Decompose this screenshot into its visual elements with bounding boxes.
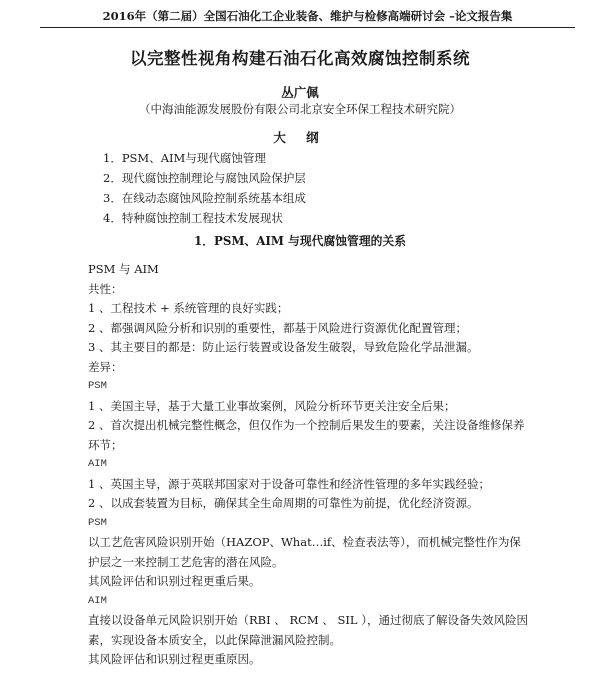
outline-item: 1．PSM、AIM与现代腐蚀管理 — [103, 151, 266, 165]
common-item: 1 、工程技术 + 系统管理的良好实践； — [88, 301, 289, 315]
aim-paragraph: 直接以设备单元风险识别开始（RBI 、 RCM 、 SIL ），通过彻底了解设备失效风险因素，实现设备本质安全，以此保障泄漏风险控制。 — [88, 613, 528, 647]
psm-item: 1 、美国主导，基于大量工业事故案例，风险分析环节更关注安全后果； — [88, 398, 456, 413]
section-title: 1．PSM、AIM 与现代腐蚀管理的关系 — [193, 234, 407, 248]
outline-item: 4．特种腐蚀控制工程技术发展现状 — [103, 211, 283, 225]
aim-item: 2 、以成套装置为目标，确保其全生命周期的可靠性为前提，优化经济资源。 — [88, 496, 479, 510]
common-item: 2 、都强调风险分析和识别的重要性，都基于风险进行资源优化配置管理； — [88, 320, 467, 335]
psm-note: 其风险评估和识别过程更重后果。 — [88, 574, 261, 588]
aim-label-2: AIM — [88, 594, 107, 607]
aim-note: 其风险评估和识别过程更重原因。 — [88, 652, 261, 666]
psm-label-2: PSM — [88, 516, 107, 529]
author-affiliation: （中海油能源发展股份有限公司北京安全环保工程技术研究院） — [139, 102, 461, 116]
outline-heading: 大 纲 — [273, 130, 327, 145]
running-header: 2016年（第二届）全国石油化工企业装备、维护与检修高端研讨会 –论文报告集 — [40, 8, 575, 28]
psm-paragraph: 以工艺危害风险识别开始（HAZOP、What…if、检查表法等），而机械完整性作为保护层之一来控制工艺危害的潜在风险。 — [88, 535, 521, 569]
aim-label: AIM — [88, 458, 107, 470]
author-name: 丛广佩 — [281, 85, 319, 100]
paper-title: 以完整性视角构建石油石化高效腐蚀控制系统 — [130, 49, 470, 68]
psm-item: 2 、首次提出机械完整性概念，但仅作为一个控制后果发生的要素，关注设备维修保养环节； — [88, 418, 525, 452]
psm-label: PSM — [88, 380, 107, 392]
outline-list — [103, 148, 306, 228]
diff-label: 差异： — [88, 359, 123, 374]
subsection-heading: PSM 与 AIM — [88, 262, 159, 276]
common-item: 3 、其主要目的都是：防止运行装置或设备发生破裂，导致危险化学品泄漏。 — [88, 340, 479, 354]
outline-item: 2．现代腐蚀控制理论与腐蚀风险保护层 — [103, 171, 306, 185]
outline-item: 3．在线动态腐蚀风险控制系统基本组成 — [103, 191, 306, 205]
common-label: 共性： — [88, 281, 123, 296]
aim-item: 1 、英国主导，源于英联邦国家对于设备可靠性和经济性管理的多年实践经验； — [88, 476, 490, 491]
section-body — [88, 260, 528, 670]
